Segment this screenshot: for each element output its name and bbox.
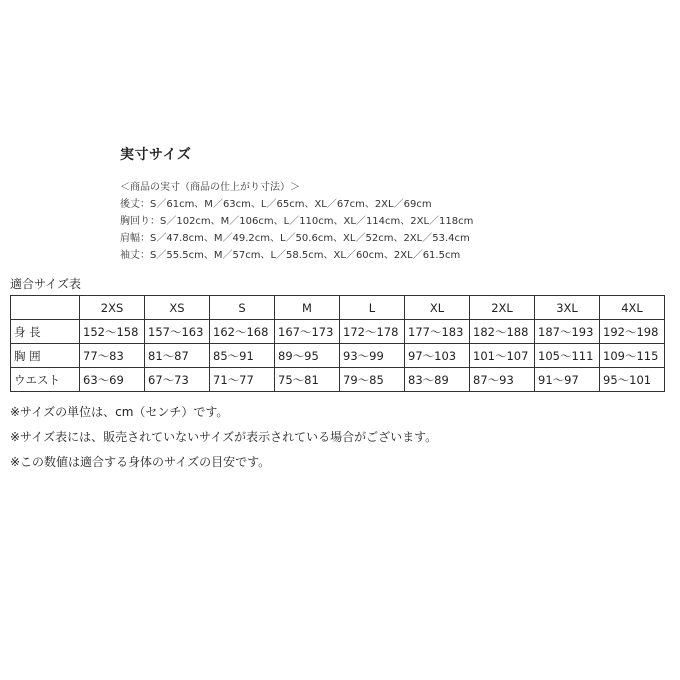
size-table-header-row xyxy=(11,296,665,320)
notes-block xyxy=(10,400,437,475)
measurements-block xyxy=(120,179,473,264)
header-cell-xs: XS xyxy=(145,296,210,320)
table-cell: 79～85 xyxy=(340,368,405,392)
table-row-height xyxy=(11,320,665,344)
size-table xyxy=(10,295,665,392)
header-cell-xl: XL xyxy=(405,296,470,320)
table-cell: 172～178 xyxy=(340,320,405,344)
header-cell-2xl: 2XL xyxy=(470,296,535,320)
table-cell: 187～193 xyxy=(535,320,600,344)
measurement-line-sleeve: 袖丈：S／55.5cm、M／57cm、L／58.5cm、XL／60cm、2XL／61.5cm xyxy=(120,250,461,261)
size-table-caption: 適合サイズ表 xyxy=(10,277,82,291)
header-cell-3xl: 3XL xyxy=(535,296,600,320)
table-cell: 167～173 xyxy=(275,320,340,344)
note-unit: ※サイズの単位は、cm（センチ）です。 xyxy=(10,405,229,419)
table-cell: 95～101 xyxy=(600,368,665,392)
table-row-waist xyxy=(11,368,665,392)
table-cell: 85～91 xyxy=(210,344,275,368)
table-cell: 157～163 xyxy=(145,320,210,344)
table-cell: 81～87 xyxy=(145,344,210,368)
header-cell-4xl: 4XL xyxy=(600,296,665,320)
table-cell: 192～198 xyxy=(600,320,665,344)
note-guideline: ※この数値は適合する身体のサイズの目安です。 xyxy=(10,455,271,469)
table-cell: 101～107 xyxy=(470,344,535,368)
table-cell: 77～83 xyxy=(80,344,145,368)
table-cell: 177～183 xyxy=(405,320,470,344)
measurement-line-chest: 胸回り：S／102cm、M／106cm、L／110cm、XL／114cm、2XL／118cm xyxy=(120,216,474,227)
header-cell-m: M xyxy=(275,296,340,320)
table-cell: 105～111 xyxy=(535,344,600,368)
table-cell: 87～93 xyxy=(470,368,535,392)
measurement-line-back-length: 後丈：S／61cm、M／63cm、L／65cm、XL／67cm、2XL／69cm xyxy=(120,199,432,210)
table-cell: 152～158 xyxy=(80,320,145,344)
section-title: 実寸サイズ xyxy=(120,147,192,163)
table-cell: 67～73 xyxy=(145,368,210,392)
table-cell: 63～69 xyxy=(80,368,145,392)
measurements-heading: ＜商品の実寸（商品の仕上がり寸法）＞ xyxy=(120,182,300,193)
table-cell: 97～103 xyxy=(405,344,470,368)
table-cell: 75～81 xyxy=(275,368,340,392)
note-unsold-sizes: ※サイズ表には、販売されていないサイズが表示されている場合がございます。 xyxy=(10,430,438,444)
table-cell: 93～99 xyxy=(340,344,405,368)
header-cell-empty xyxy=(11,296,80,320)
table-cell: 91～97 xyxy=(535,368,600,392)
row-label-height: 身 長 xyxy=(11,320,80,344)
table-cell: 109～115 xyxy=(600,344,665,368)
header-cell-s: S xyxy=(210,296,275,320)
table-cell: 71～77 xyxy=(210,368,275,392)
row-label-chest: 胸 囲 xyxy=(11,344,80,368)
row-label-waist: ウエスト xyxy=(11,368,80,392)
table-cell: 182～188 xyxy=(470,320,535,344)
table-cell: 83～89 xyxy=(405,368,470,392)
header-cell-2xs: 2XS xyxy=(80,296,145,320)
table-row-chest xyxy=(11,344,665,368)
table-cell: 89～95 xyxy=(275,344,340,368)
header-cell-l: L xyxy=(340,296,405,320)
measurement-line-shoulder: 肩幅：S／47.8cm、M／49.2cm、L／50.6cm、XL／52cm、2XL／53.4cm xyxy=(120,233,470,244)
table-cell: 162～168 xyxy=(210,320,275,344)
